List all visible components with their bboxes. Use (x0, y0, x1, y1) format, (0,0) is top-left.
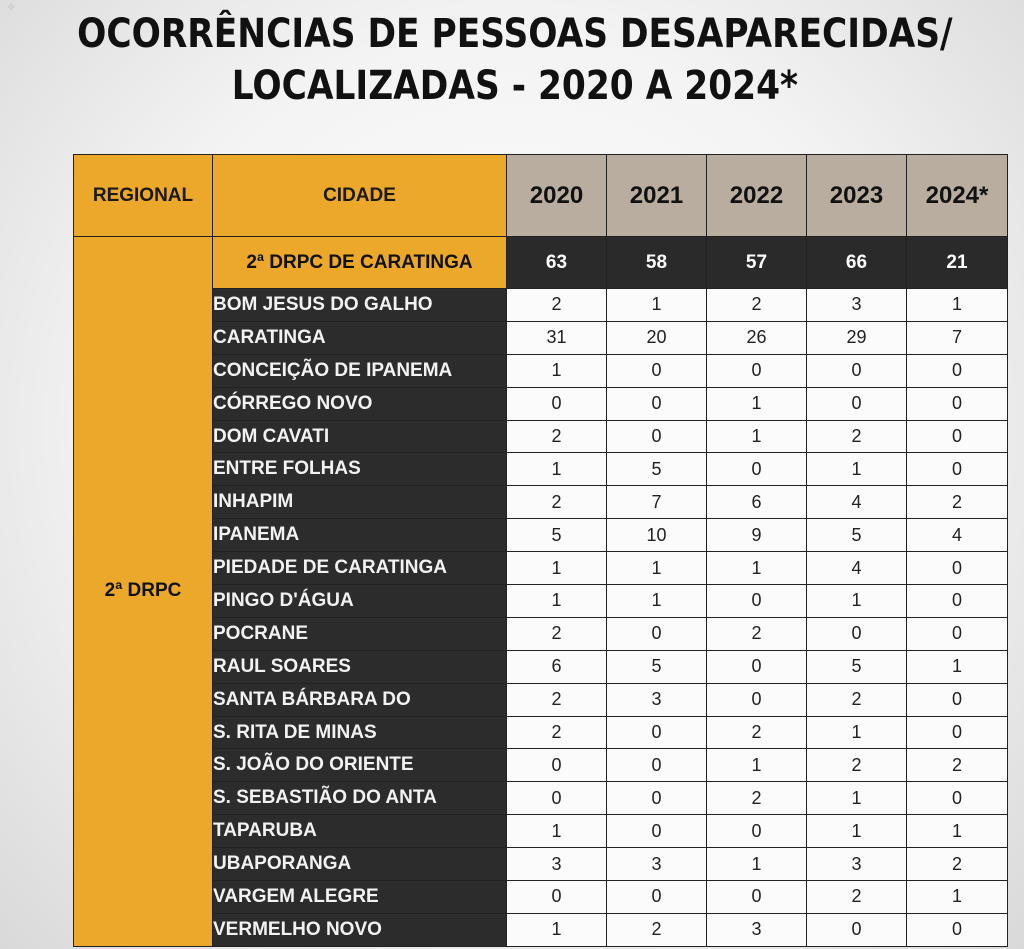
table-row (74, 782, 1008, 815)
table-row (74, 881, 1008, 914)
value-cell: 0 (707, 815, 807, 848)
value-cell: 1 (707, 387, 807, 420)
value-cell: 0 (907, 354, 1008, 387)
city-name-cell: PIEDADE DE CARATINGA (213, 552, 507, 585)
total-value: 58 (607, 237, 707, 289)
value-cell: 0 (607, 881, 707, 914)
city-name-cell: S. JOÃO DO ORIENTE (213, 749, 507, 782)
city-name-cell: PINGO D'ÁGUA (213, 585, 507, 618)
value-cell: 1 (907, 650, 1008, 683)
value-cell: 1 (607, 552, 707, 585)
table-row (74, 321, 1008, 354)
value-cell: 0 (607, 716, 707, 749)
table-row (74, 815, 1008, 848)
city-name-cell: BOM JESUS DO GALHO (213, 289, 507, 322)
value-cell: 1 (607, 289, 707, 322)
value-cell: 0 (507, 749, 607, 782)
value-cell: 0 (907, 453, 1008, 486)
value-cell: 2 (707, 782, 807, 815)
value-cell: 1 (707, 420, 807, 453)
header-cidade: CIDADE (213, 155, 507, 237)
corner-glyph-icon: ✧ (6, 0, 17, 14)
regional-cell: 2ª DRPC (74, 237, 213, 947)
value-cell: 1 (607, 585, 707, 618)
value-cell: 1 (907, 289, 1008, 322)
table-row (74, 519, 1008, 552)
value-cell: 0 (907, 552, 1008, 585)
value-cell: 2 (807, 420, 907, 453)
table-row (74, 848, 1008, 881)
city-name-cell: CÓRREGO NOVO (213, 387, 507, 420)
value-cell: 2 (807, 749, 907, 782)
value-cell: 0 (707, 453, 807, 486)
city-name-cell: SANTA BÁRBARA DO (213, 683, 507, 716)
value-cell: 1 (707, 749, 807, 782)
value-cell: 2 (507, 486, 607, 519)
page-title (75, 8, 956, 112)
table-row (74, 650, 1008, 683)
value-cell: 5 (607, 650, 707, 683)
value-cell: 20 (607, 321, 707, 354)
value-cell: 1 (807, 815, 907, 848)
value-cell: 2 (507, 683, 607, 716)
table-row (74, 420, 1008, 453)
title-line-2: LOCALIZADAS - 2020 A 2024* (231, 63, 799, 109)
header-row (74, 155, 1008, 237)
value-cell: 5 (607, 453, 707, 486)
value-cell: 0 (707, 585, 807, 618)
total-label: 2ª DRPC DE CARATINGA (213, 237, 507, 289)
value-cell: 1 (507, 585, 607, 618)
value-cell: 31 (507, 321, 607, 354)
value-cell: 1 (807, 716, 907, 749)
total-value: 66 (807, 237, 907, 289)
value-cell: 5 (507, 519, 607, 552)
value-cell: 0 (807, 617, 907, 650)
value-cell: 26 (707, 321, 807, 354)
value-cell: 9 (707, 519, 807, 552)
value-cell: 1 (707, 552, 807, 585)
value-cell: 3 (607, 848, 707, 881)
city-name-cell: TAPARUBA (213, 815, 507, 848)
header-year-2020: 2020 (507, 155, 607, 237)
table-row (74, 453, 1008, 486)
header-year-2022: 2022 (707, 155, 807, 237)
value-cell: 2 (807, 683, 907, 716)
value-cell: 3 (807, 848, 907, 881)
value-cell: 0 (907, 585, 1008, 618)
total-value: 21 (907, 237, 1008, 289)
table-row (74, 354, 1008, 387)
value-cell: 1 (507, 552, 607, 585)
city-name-cell: S. SEBASTIÃO DO ANTA (213, 782, 507, 815)
value-cell: 0 (907, 716, 1008, 749)
value-cell: 2 (807, 881, 907, 914)
value-cell: 4 (807, 486, 907, 519)
value-cell: 0 (807, 387, 907, 420)
value-cell: 0 (607, 749, 707, 782)
value-cell: 1 (507, 354, 607, 387)
value-cell: 0 (907, 913, 1008, 946)
value-cell: 0 (707, 650, 807, 683)
city-name-cell: CARATINGA (213, 321, 507, 354)
value-cell: 0 (607, 782, 707, 815)
value-cell: 3 (507, 848, 607, 881)
table-row (74, 749, 1008, 782)
table-row (74, 585, 1008, 618)
value-cell: 2 (607, 913, 707, 946)
table-row (74, 486, 1008, 519)
total-value: 63 (507, 237, 607, 289)
value-cell: 5 (807, 519, 907, 552)
value-cell: 6 (707, 486, 807, 519)
value-cell: 0 (907, 782, 1008, 815)
value-cell: 0 (607, 387, 707, 420)
value-cell: 3 (807, 289, 907, 322)
value-cell: 2 (507, 420, 607, 453)
header-year-2021: 2021 (607, 155, 707, 237)
value-cell: 0 (507, 387, 607, 420)
value-cell: 0 (507, 881, 607, 914)
table-row (74, 387, 1008, 420)
value-cell: 2 (507, 289, 607, 322)
value-cell: 0 (607, 420, 707, 453)
value-cell: 0 (507, 782, 607, 815)
table-row (74, 289, 1008, 322)
total-row (74, 237, 1008, 289)
value-cell: 1 (507, 453, 607, 486)
value-cell: 1 (907, 815, 1008, 848)
value-cell: 2 (907, 749, 1008, 782)
table-row (74, 617, 1008, 650)
value-cell: 0 (707, 683, 807, 716)
city-name-cell: POCRANE (213, 617, 507, 650)
value-cell: 2 (707, 289, 807, 322)
value-cell: 0 (707, 881, 807, 914)
value-cell: 0 (907, 683, 1008, 716)
value-cell: 2 (507, 617, 607, 650)
occurrences-table (73, 154, 1008, 947)
city-name-cell: VARGEM ALEGRE (213, 881, 507, 914)
value-cell: 3 (607, 683, 707, 716)
value-cell: 1 (807, 585, 907, 618)
table-row (74, 552, 1008, 585)
city-name-cell: UBAPORANGA (213, 848, 507, 881)
title-line-1: OCORRÊNCIAS DE PESSOAS DESAPARECIDAS/ (77, 11, 953, 57)
city-name-cell: VERMELHO NOVO (213, 913, 507, 946)
city-name-cell: RAUL SOARES (213, 650, 507, 683)
value-cell: 0 (607, 617, 707, 650)
value-cell: 1 (807, 782, 907, 815)
value-cell: 1 (507, 815, 607, 848)
header-year-2023: 2023 (807, 155, 907, 237)
value-cell: 0 (907, 387, 1008, 420)
value-cell: 0 (607, 354, 707, 387)
value-cell: 1 (707, 848, 807, 881)
table-row (74, 683, 1008, 716)
value-cell: 0 (907, 420, 1008, 453)
header-year-2024: 2024* (907, 155, 1008, 237)
value-cell: 4 (807, 552, 907, 585)
value-cell: 1 (807, 453, 907, 486)
city-name-cell: DOM CAVATI (213, 420, 507, 453)
value-cell: 0 (607, 815, 707, 848)
value-cell: 7 (907, 321, 1008, 354)
city-name-cell: S. RITA DE MINAS (213, 716, 507, 749)
table-row (74, 716, 1008, 749)
value-cell: 2 (907, 848, 1008, 881)
value-cell: 4 (907, 519, 1008, 552)
value-cell: 7 (607, 486, 707, 519)
value-cell: 29 (807, 321, 907, 354)
value-cell: 0 (807, 913, 907, 946)
value-cell: 2 (707, 617, 807, 650)
value-cell: 10 (607, 519, 707, 552)
value-cell: 5 (807, 650, 907, 683)
city-name-cell: IPANEMA (213, 519, 507, 552)
value-cell: 0 (907, 617, 1008, 650)
value-cell: 0 (807, 354, 907, 387)
city-name-cell: CONCEIÇÃO DE IPANEMA (213, 354, 507, 387)
header-regional: REGIONAL (74, 155, 213, 237)
value-cell: 2 (907, 486, 1008, 519)
value-cell: 2 (507, 716, 607, 749)
value-cell: 1 (507, 913, 607, 946)
city-name-cell: INHAPIM (213, 486, 507, 519)
table-row (74, 913, 1008, 946)
value-cell: 1 (907, 881, 1008, 914)
city-name-cell: ENTRE FOLHAS (213, 453, 507, 486)
value-cell: 2 (707, 716, 807, 749)
total-value: 57 (707, 237, 807, 289)
value-cell: 6 (507, 650, 607, 683)
value-cell: 3 (707, 913, 807, 946)
value-cell: 0 (707, 354, 807, 387)
